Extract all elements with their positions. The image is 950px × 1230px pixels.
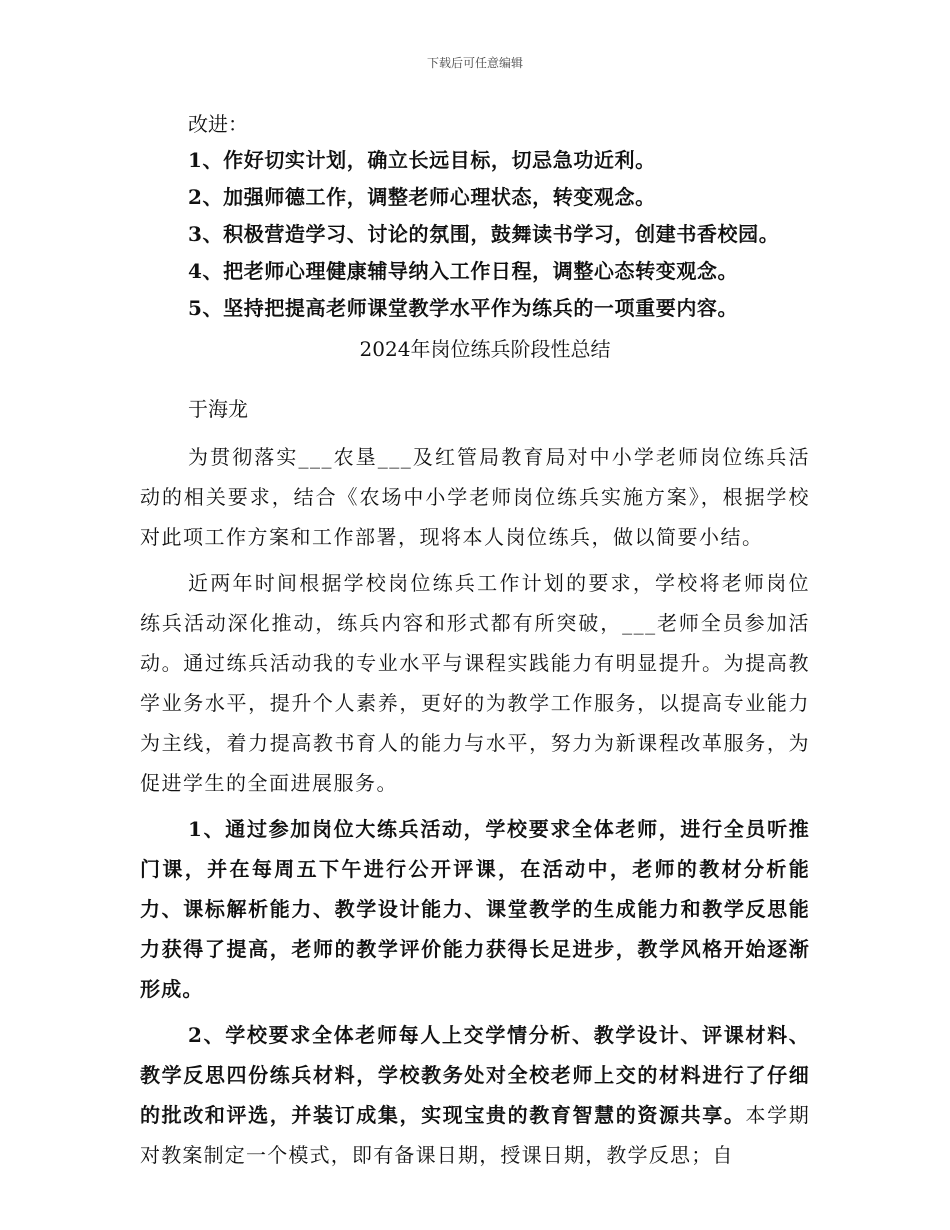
improvement-item: 2、加强师德工作，调整老师心理状态，转变观念。 bbox=[188, 185, 656, 209]
improvement-item: 1、作好切实计划，确立长远目标，切忌急功近利。 bbox=[188, 148, 656, 172]
header-note: 下载后可任意编辑 bbox=[426, 56, 523, 70]
paragraph-point-2-normal: 本学期对教案制定一个模式，即有备课日期，授课日期，教学反思；自 bbox=[140, 1103, 810, 1167]
paragraph-point-2 bbox=[140, 1015, 810, 1175]
paragraph-overview: 近两年时间根据学校岗位练兵工作计划的要求，学校将老师岗位练兵活动深化推动，练兵内容和形式都有所突破，___老师全员参加活动。通过练兵活动我的专业水平与课程实践能力有明显提升。为提高教学业务水平，提升个人素养，更好的为教学工作服务，以提高专业能力为主线，着力提高教书育人的能力与水平，努力为新课程改革服务，为促进学生的全面进展服务。 bbox=[140, 571, 810, 795]
section-intro: 改进： bbox=[188, 112, 248, 136]
document-title: 2024年岗位练兵阶段性总结 bbox=[359, 337, 611, 361]
improvement-item: 4、把老师心理健康辅导纳入工作日程，调整心态转变观念。 bbox=[188, 259, 739, 283]
improvement-item: 3、积极营造学习、讨论的氛围，鼓舞读书学习，创建书香校园。 bbox=[188, 222, 780, 246]
improvement-item: 5、坚持把提高老师课堂教学水平作为练兵的一项重要内容。 bbox=[188, 296, 739, 320]
paragraph-point-2-bold: 2、学校要求全体老师每人上交学情分析、教学设计、评课材料、教学反思四份练兵材料，学校教务处对全校老师上交的材料进行了仔细的批改和评选，并装订成集，实现宝贵的教育智慧的资源共享。 bbox=[140, 1023, 810, 1127]
author-name: 于海龙 bbox=[188, 397, 248, 421]
paragraph-point-1: 1、通过参加岗位大练兵活动，学校要求全体老师，进行全员听推门课，并在每周五下午进行公开评课，在活动中，老师的教材分析能力、课标解析能力、教学设计能力、课堂教学的生成能力和教学反思能力获得了提高，老师的教学评价能力获得长足进步，教学风格开始逐渐形成。 bbox=[140, 817, 810, 1001]
document-body bbox=[140, 110, 810, 1175]
paragraph-intro: 为贯彻落实___农垦___及红管局教育局对中小学老师岗位练兵活动的相关要求，结合《农场中小学老师岗位练兵实施方案》，根据学校对此项工作方案和工作部署，现将本人岗位练兵，做以简要小结。 bbox=[140, 445, 810, 549]
